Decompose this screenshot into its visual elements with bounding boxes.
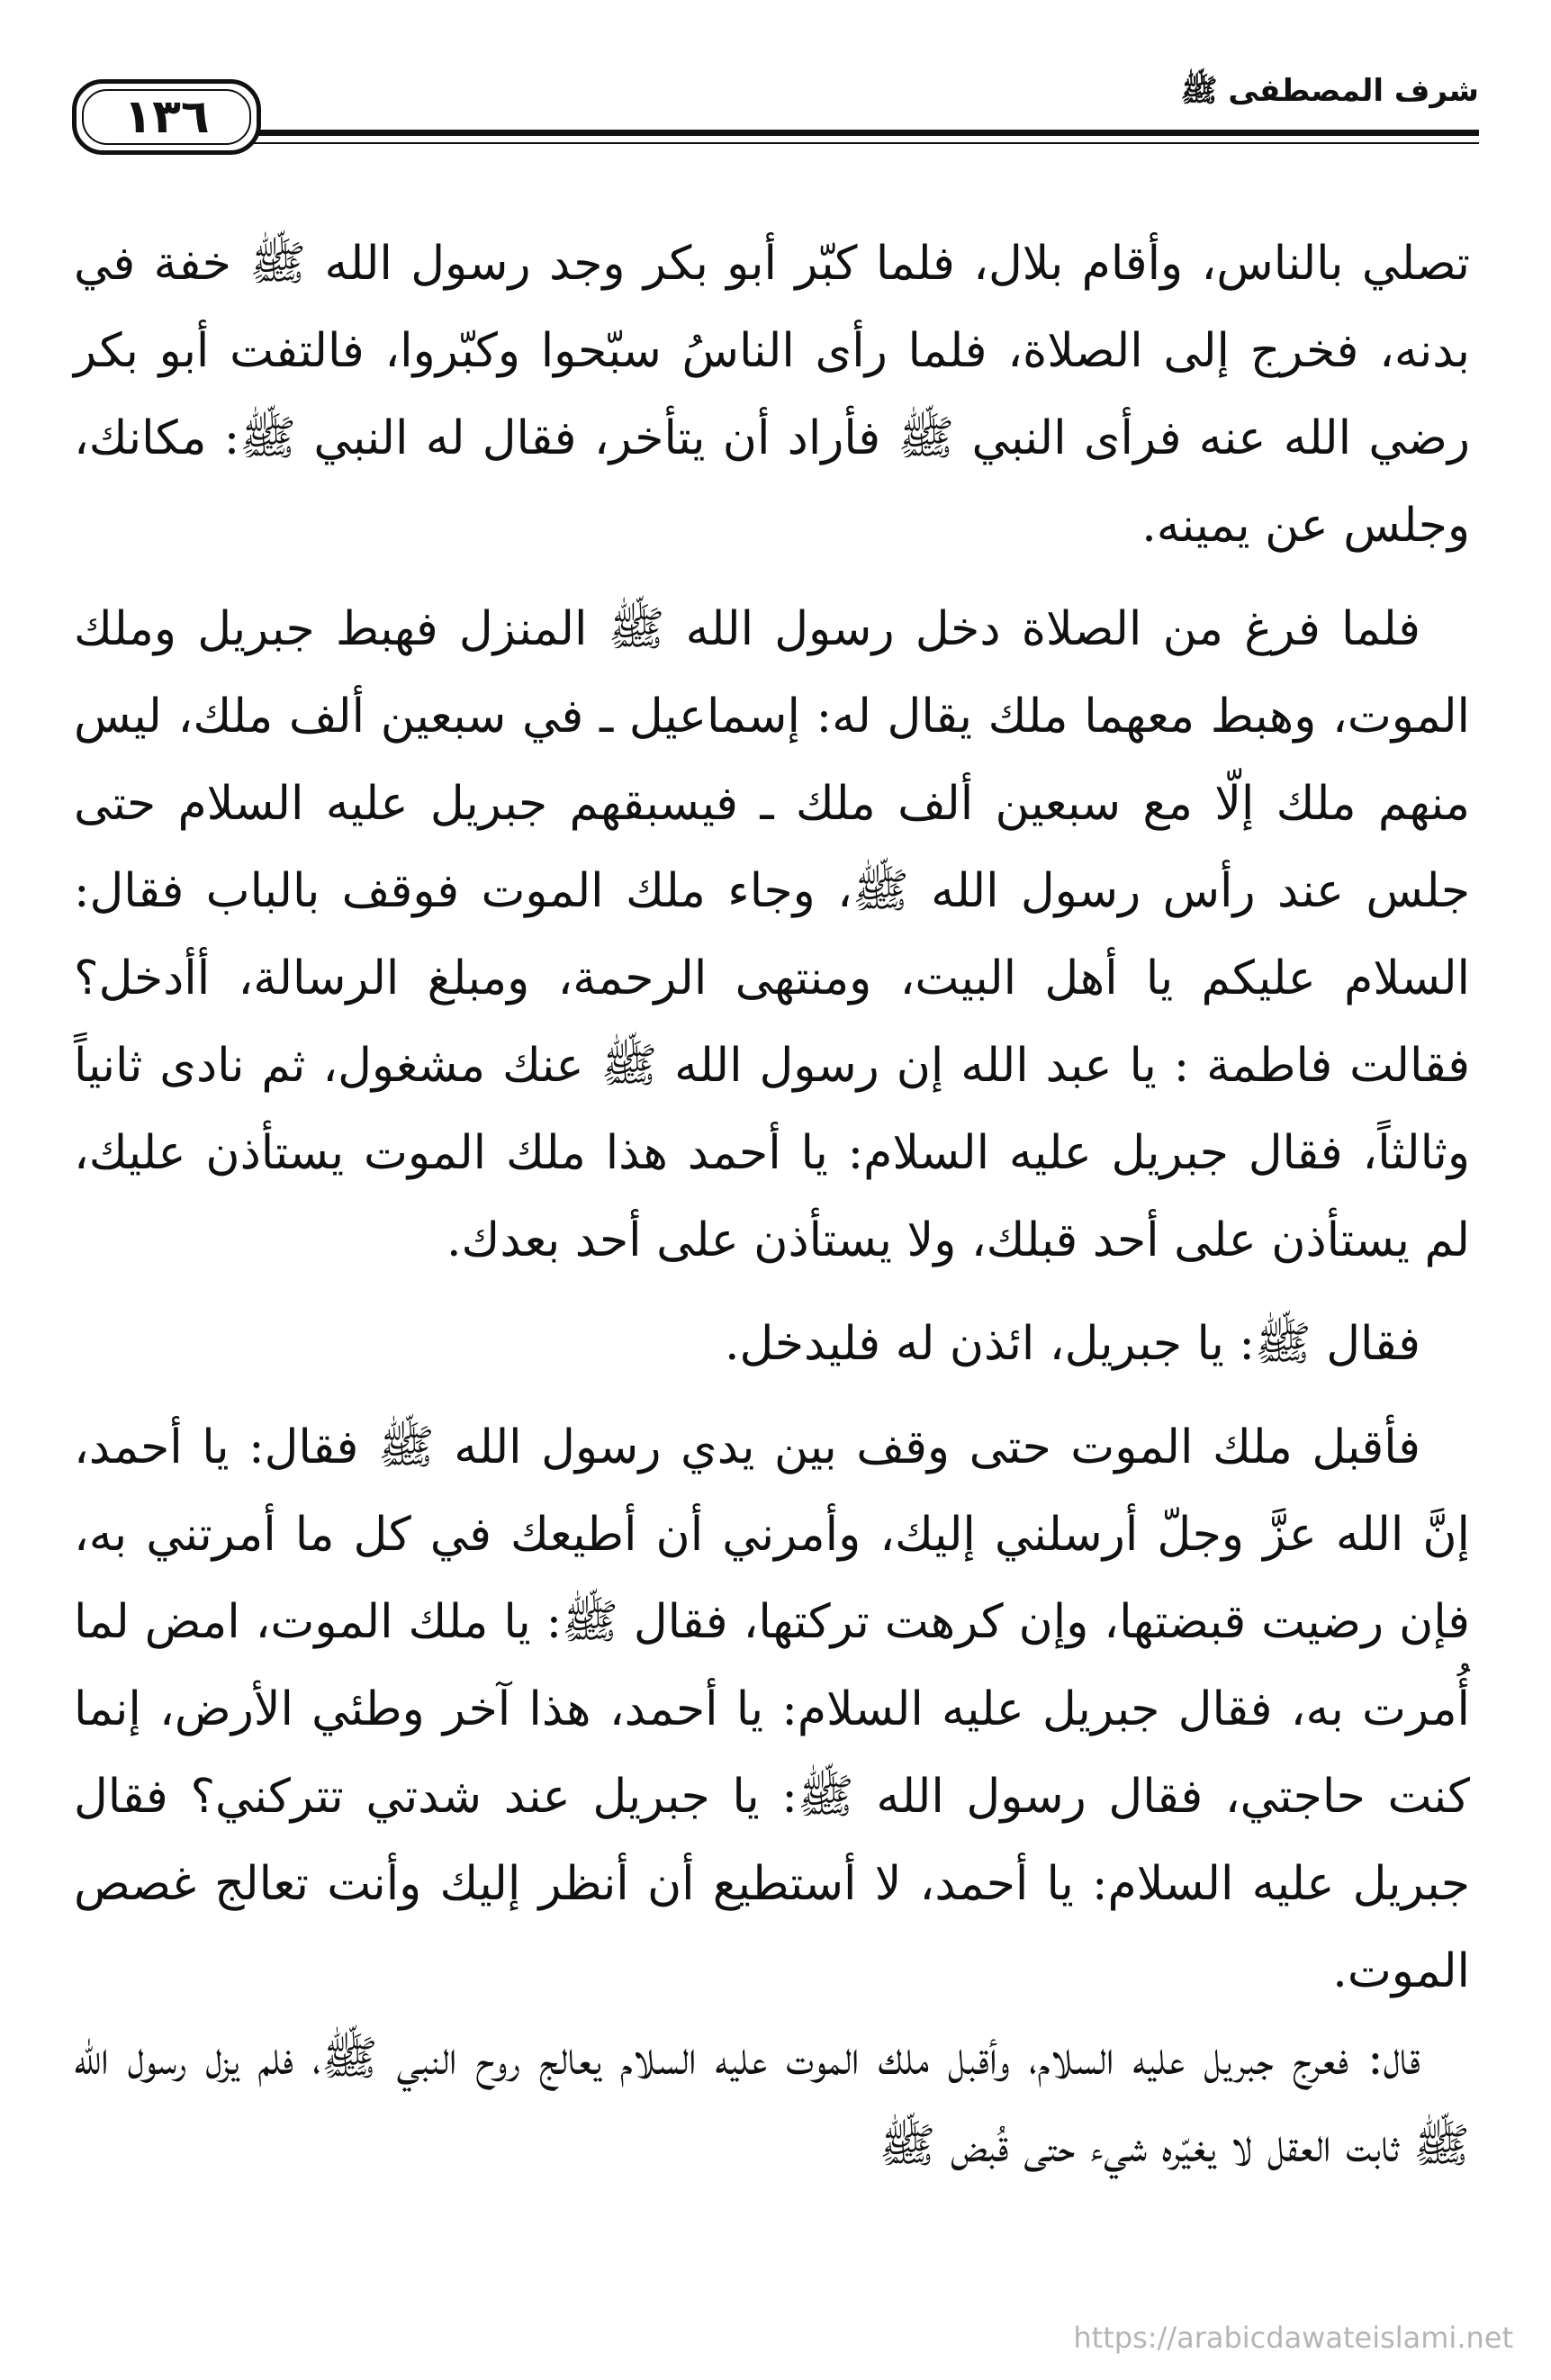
page-number-frame xyxy=(72,79,261,155)
header-rule-thin xyxy=(252,142,1479,144)
page-number: ١٣٦ xyxy=(123,90,210,144)
paragraph-3: فقال ﷺ: يا جبريل، ائذن له فليدخل. xyxy=(724,1317,1420,1371)
paragraph-4: فأقبل ملك الموت حتى وقف بين يدي رسول الله ﷺ فقال: يا أحمد، إنَّ الله عزَّ وجلّ أرسلني إليك، وأمرني أن أطيعك في كل ما أمرتني به، فإن رضيت قبضتها، وإن كرهت تركتها، فقال ﷺ: يا ملك الموت، امض لما أُمرت به، فقال جبريل عليه السلام: يا أحمد، هذا آخر وطئي الأرض، إنما كنت حاجتي، فقال رسول الله ﷺ: يا جبريل عند شدتي تتركني؟ فقال جبريل عليه السلام: يا أحمد، لا أستطيع أن أنظر إليك وأنت تعالج غصص الموت. xyxy=(74,1420,1470,1998)
paragraph-1: تصلي بالناس، وأقام بلال، فلما كبّر أبو بكر وجد رسول الله ﷺ خفة في بدنه، فخرج إلى الصلاة، فلما رأى الناسُ سبّحوا وكبّروا، فالتفت أبو بكر رضي الله عنه فرأى النبي ﷺ فأراد أن يتأخر، فقال له النبي ﷺ: مكانك، وجلس عن يمينه. xyxy=(74,237,1471,553)
watermark-url: https://arabicdawateislami.net xyxy=(1073,2321,1513,2355)
paragraph-2: فلما فرغ من الصلاة دخل رسول الله ﷺ المنزل فهبط جبريل وملك الموت، وهبط معهما ملك يقال له: إسماعيل ـ في سبعين ألف ملك، ليس منهم ملك إلّا مع سبعين ألف ملك ـ فيسبقهم جبريل عليه السلام حتى جلس عند رأس رسول الله ﷺ، وجاء ملك الموت فوقف بالباب فقال: السلام عليكم يا أهل البيت، ومنتهى الرحمة، ومبلغ الرسالة، أأدخل؟ فقالت فاطمة : يا عبد الله إن رسول الله ﷺ عنك مشغول، ثم نادى ثانياً وثالثاً، فقال جبريل عليه السلام: يا أحمد هذا ملك الموت يستأذن عليك، لم يستأذن على أحد قبلك، ولا يستأذن على أحد بعدك. xyxy=(74,602,1470,1267)
paragraph-5: قال: فعرج جبريل عليه السلام، وأقبل ملك الموت عليه السلام يعالج روح النبي ﷺ، فلم يزل رسول الله ﷺ ثابت العقل لا يغيّره شيء حتى قُبض ﷺ xyxy=(74,2032,1470,2173)
page-header xyxy=(72,63,1479,162)
page-body xyxy=(74,221,1470,2190)
book-title: شرف المصطفى ﷺ xyxy=(1180,73,1479,109)
header-rule-thick xyxy=(252,130,1479,136)
